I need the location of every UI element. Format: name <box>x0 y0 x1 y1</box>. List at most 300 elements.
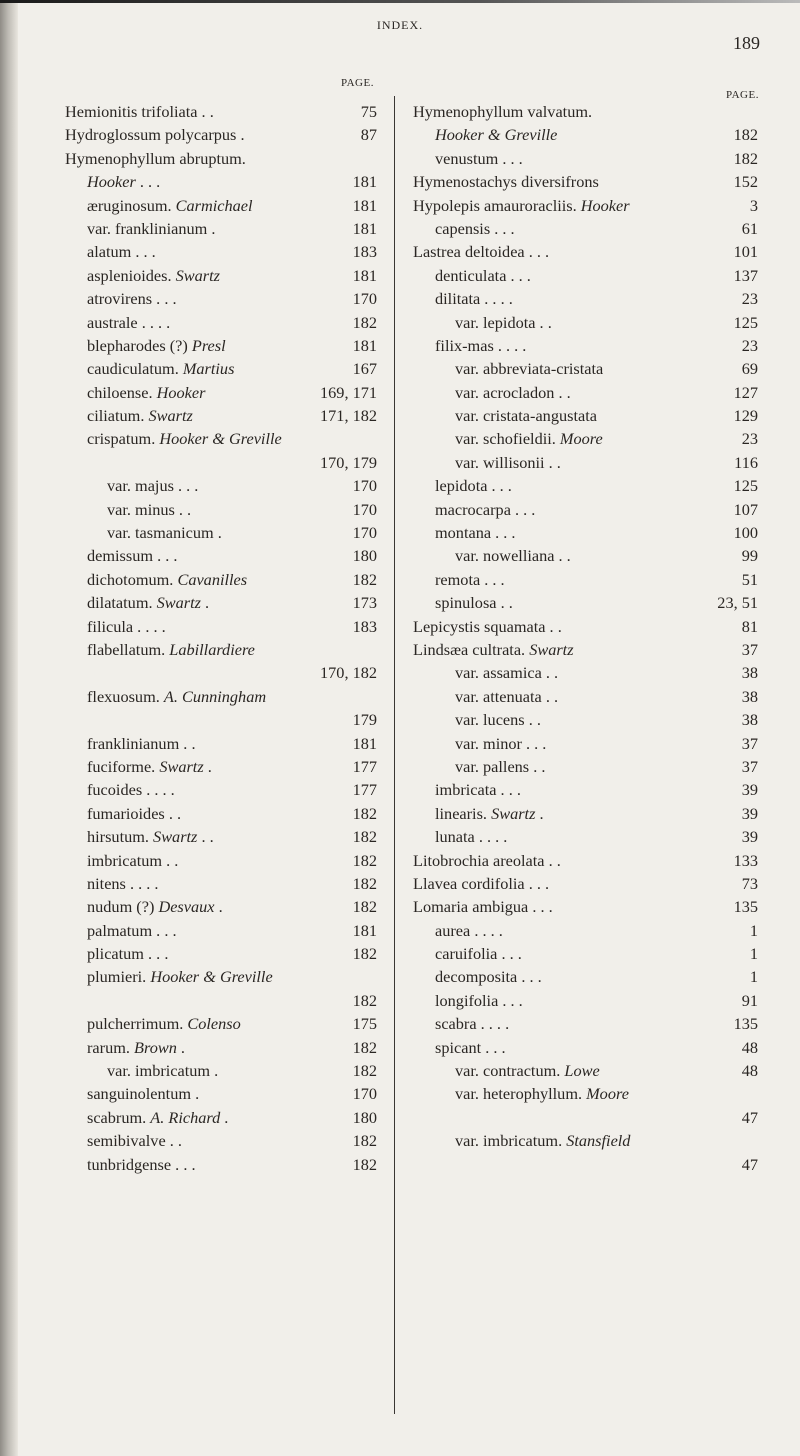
entry-leader-dots: . . . <box>490 218 515 238</box>
index-entry <box>65 170 377 193</box>
entry-text <box>435 498 535 521</box>
entry-text <box>455 685 558 708</box>
entry-name: var. lepidota <box>455 312 536 332</box>
entry-page-number: 181 <box>352 218 377 238</box>
entry-leader-dots: . <box>207 218 216 238</box>
entry-name: dilatatum. <box>87 593 157 613</box>
entry-leader-dots: . . . <box>510 499 536 519</box>
entry-name: caruifolia <box>435 944 498 964</box>
index-entry <box>413 474 758 497</box>
entry-leader-dots: . . <box>524 710 541 730</box>
entry-text <box>87 685 266 708</box>
index-entry <box>65 849 377 872</box>
entry-page-number: 73 <box>741 873 758 893</box>
entry-text <box>435 521 515 544</box>
page-top-border <box>0 0 800 3</box>
entry-name: Hymenophyllum valvatum. <box>413 102 593 121</box>
entry-page-number: 116 <box>734 452 758 472</box>
index-entry <box>413 1106 758 1129</box>
entry-name: Hypolepis amauroracliis. <box>413 195 581 215</box>
entry-leader-dots: . . <box>544 850 561 870</box>
entry-name: chiloense. <box>87 382 157 402</box>
entry-text <box>87 638 255 661</box>
entry-author: Brown <box>134 1037 177 1057</box>
entry-text <box>87 755 212 778</box>
index-entry <box>413 1012 758 1035</box>
entry-page-number: 181 <box>352 335 377 355</box>
index-entry <box>413 989 758 1012</box>
index-entry <box>65 825 377 848</box>
entry-name: scabrum. <box>87 1107 151 1127</box>
entry-text <box>87 732 196 755</box>
index-entry <box>413 170 758 193</box>
index-entry <box>65 287 377 310</box>
index-entry <box>65 498 377 521</box>
entry-page-number: 129 <box>733 406 758 426</box>
entry-page-number: 3 <box>749 195 758 215</box>
entry-name: ciliatum. <box>87 406 149 426</box>
entry-text <box>455 708 541 731</box>
entry-name: flexuosum. <box>87 686 164 706</box>
entry-page-number: 182 <box>352 1037 377 1057</box>
entry-page-number: 101 <box>733 242 758 262</box>
page-edge-shadow <box>0 0 18 1456</box>
index-entry <box>65 615 377 638</box>
entry-name: Hymenostachys diversifrons <box>413 172 599 192</box>
entry-text <box>87 1012 241 1035</box>
entry-name: var. minor <box>455 733 522 753</box>
index-entry <box>65 895 377 918</box>
index-entry <box>65 474 377 497</box>
index-entry <box>413 965 758 988</box>
entry-name: var. contractum. <box>455 1061 565 1081</box>
entry-leader-dots: . . . <box>487 476 512 496</box>
entry-author: Hooker & Greville <box>159 429 282 449</box>
entry-page-number: 48 <box>741 1037 758 1057</box>
index-entry <box>65 708 377 731</box>
entry-text <box>413 194 630 217</box>
entry-author: Swartz <box>175 265 220 285</box>
entry-name: dichotomum. <box>87 569 178 589</box>
index-entry <box>65 802 377 825</box>
index-entry <box>413 334 758 357</box>
left-column-page-heading: PAGE. <box>341 77 374 89</box>
running-head: INDEX. <box>376 18 424 32</box>
entry-author: Colenso <box>187 1014 241 1034</box>
entry-name: var. lucens <box>455 710 525 730</box>
entry-leader-dots: . . <box>544 452 561 472</box>
entry-page-number: 170 <box>352 523 377 543</box>
entry-page-number: 100 <box>733 523 758 543</box>
entry-text <box>413 240 549 263</box>
entry-text <box>87 381 205 404</box>
index-entry <box>65 544 377 567</box>
entry-text <box>435 919 503 942</box>
entry-leader-dots: . . . <box>143 944 169 964</box>
entry-text <box>107 498 191 521</box>
entry-page-number: 23 <box>741 429 758 449</box>
index-entry <box>413 521 758 544</box>
page-number: 189 <box>733 33 760 53</box>
index-entry <box>65 404 377 427</box>
entry-name: filix-mas <box>435 335 494 355</box>
entry-leader-dots: . . . <box>498 990 523 1010</box>
entry-name: denticulata <box>435 265 507 285</box>
entry-text <box>107 474 198 497</box>
index-entry <box>413 872 758 895</box>
index-entry <box>413 661 758 684</box>
entry-page-number: 182 <box>352 990 377 1010</box>
index-entry <box>413 100 758 123</box>
index-entry <box>413 732 758 755</box>
entry-name: Litobrochia areolata <box>413 850 545 870</box>
entry-author: Cavanilles <box>177 569 248 589</box>
index-entry <box>413 264 758 287</box>
entry-name: palmatum <box>87 920 153 940</box>
entry-leader-dots: . . <box>496 593 513 613</box>
entry-page-number: 177 <box>352 756 377 776</box>
entry-name: var. attenuata <box>455 686 542 706</box>
entry-text <box>435 474 512 497</box>
entry-text <box>87 427 282 450</box>
entry-author: Hooker <box>580 195 630 215</box>
entry-text <box>87 404 193 427</box>
entry-text <box>87 287 177 310</box>
entry-page-number: 182 <box>352 1061 377 1081</box>
entry-leader-dots: . . . <box>521 733 547 753</box>
entry-name: plumieri. <box>87 967 151 987</box>
entry-name: sanguinolentum <box>87 1084 192 1104</box>
entry-page-number: 167 <box>352 359 377 379</box>
entry-name: Lindsæa cultrata. <box>413 639 530 659</box>
index-entry <box>413 357 758 380</box>
entry-name: var. schofieldii. <box>455 429 560 449</box>
index-entry <box>65 1036 377 1059</box>
entry-page-number: 38 <box>741 686 758 706</box>
entry-name: var. acrocladon <box>455 382 555 402</box>
index-entry <box>65 357 377 380</box>
entry-leader-dots: . . . <box>480 569 505 589</box>
index-entry <box>65 685 377 708</box>
entry-text <box>413 638 574 661</box>
entry-page-number: 125 <box>733 476 758 496</box>
entry-page-number: 69 <box>741 359 758 379</box>
index-entry <box>65 965 377 988</box>
entry-leader-dots: . . . <box>152 920 177 940</box>
entry-leader-dots: . . . <box>491 523 516 543</box>
entry-name: decomposita <box>435 967 518 987</box>
index-entry <box>65 1129 377 1152</box>
entry-text <box>455 357 603 380</box>
entry-page-number: 91 <box>741 990 758 1010</box>
index-entry <box>65 194 377 217</box>
entry-leader-dots: . . . . <box>133 616 166 636</box>
entry-text <box>87 264 220 287</box>
entry-name: atrovirens <box>87 289 153 309</box>
entry-text <box>87 217 215 240</box>
index-entry <box>413 778 758 801</box>
entry-page-number: 170, 182 <box>320 663 377 683</box>
entry-page-number: 23 <box>741 335 758 355</box>
entry-name: franklinianum <box>87 733 180 753</box>
entry-leader-dots: . . . . <box>474 827 508 847</box>
entry-leader-dots: . . <box>162 850 179 870</box>
entry-author: Stansfield <box>566 1131 631 1151</box>
entry-text <box>455 451 561 474</box>
entry-page-number: 170 <box>352 289 377 309</box>
entry-name: fuciforme. <box>87 756 160 776</box>
entry-leader-dots: . . <box>535 312 552 332</box>
entry-name: aurea <box>435 920 471 940</box>
entry-leader-dots: . . . . <box>142 780 175 800</box>
entry-page-number: 99 <box>741 546 758 566</box>
index-entry <box>413 615 758 638</box>
index-entry <box>65 381 377 404</box>
right-column-page-heading: PAGE. <box>726 89 759 101</box>
entry-leader-dots: . . . <box>496 780 521 800</box>
entry-text <box>87 778 175 801</box>
index-entry <box>65 661 377 684</box>
index-entry <box>413 638 758 661</box>
index-entry <box>413 123 758 146</box>
entry-leader-dots: . <box>220 1107 229 1127</box>
index-entry <box>413 287 758 310</box>
entry-name: lunata <box>435 827 475 847</box>
entry-page-number: 75 <box>360 102 377 121</box>
entry-leader-dots: . <box>214 897 223 917</box>
index-entry <box>413 895 758 918</box>
entry-name: Llavea cordifolia <box>413 873 525 893</box>
entry-text <box>455 427 603 450</box>
entry-text <box>455 732 546 755</box>
entry-leader-dots: . <box>203 756 212 776</box>
index-entry <box>413 498 758 521</box>
entry-name: var. abbreviata-cristata <box>455 359 604 379</box>
entry-text <box>455 311 552 334</box>
index-entry <box>413 451 758 474</box>
entry-text <box>435 147 523 170</box>
entry-text <box>435 778 521 801</box>
index-entry <box>65 1059 377 1082</box>
entry-leader-dots: . . <box>541 663 559 683</box>
entry-name: hirsutum. <box>87 827 154 847</box>
entry-page-number: 1 <box>749 920 758 940</box>
index-entry <box>413 311 758 334</box>
entry-name: Hymenophyllum abruptum. <box>65 148 246 168</box>
entry-page-number: 171, 182 <box>320 406 377 426</box>
entry-leader-dots: . <box>535 803 544 823</box>
entry-text <box>455 1082 629 1105</box>
entry-author: Hooker <box>87 172 136 192</box>
entry-page-number: 23 <box>741 289 758 309</box>
index-entry <box>413 568 758 591</box>
entry-page-number: 182 <box>352 827 377 847</box>
entry-author: A. Richard <box>150 1107 221 1127</box>
entry-text <box>435 217 515 240</box>
entry-leader-dots: . . . <box>506 265 531 285</box>
index-entry <box>413 1059 758 1082</box>
entry-leader-dots: . <box>191 1084 200 1104</box>
entry-text <box>413 100 592 123</box>
entry-name: demissum <box>87 546 154 566</box>
entry-name: Lepicystis squamata <box>413 616 546 636</box>
entry-page-number: 179 <box>352 710 377 730</box>
entry-name: imbricata <box>435 780 497 800</box>
entry-text <box>87 1106 228 1129</box>
entry-page-number: 182 <box>352 873 377 893</box>
entry-leader-dots: . <box>213 523 222 543</box>
index-entry <box>65 311 377 334</box>
left-index-column <box>65 100 377 1176</box>
entry-page-number: 182 <box>352 850 377 870</box>
index-entry <box>65 732 377 755</box>
entry-text <box>87 942 168 965</box>
entry-text <box>435 965 542 988</box>
entry-page-number: 183 <box>352 242 377 262</box>
entry-leader-dots: . . . <box>517 967 542 987</box>
entry-text <box>87 591 209 614</box>
index-entry <box>65 147 377 170</box>
entry-page-number: 181 <box>352 920 377 940</box>
entry-leader-dots: . . <box>529 756 546 776</box>
entry-page-number: 173 <box>352 593 377 613</box>
entry-text <box>413 170 599 193</box>
entry-leader-dots: . . <box>165 1131 182 1151</box>
entry-leader-dots: . . . <box>171 1154 196 1174</box>
entry-name: var. imbricatum <box>107 1061 211 1081</box>
entry-page-number: 182 <box>352 944 377 964</box>
entry-name: alatum <box>87 242 132 262</box>
entry-leader-dots: . . . . <box>480 289 513 309</box>
entry-page-number: 39 <box>741 827 758 847</box>
entry-text <box>435 568 505 591</box>
entry-name: flabellatum. <box>87 639 170 659</box>
entry-page-number: 125 <box>733 312 758 332</box>
index-entry <box>413 1153 758 1176</box>
entry-text <box>87 357 234 380</box>
index-entry <box>65 1012 377 1035</box>
entry-text <box>87 240 156 263</box>
index-entry <box>65 919 377 942</box>
index-entry <box>65 123 377 146</box>
entry-text <box>87 825 214 848</box>
index-entry <box>413 147 758 170</box>
index-entry <box>65 591 377 614</box>
entry-text <box>87 194 253 217</box>
entry-leader-dots: . . . <box>497 944 522 964</box>
entry-name: caudiculatum. <box>87 359 183 379</box>
entry-page-number: 39 <box>741 803 758 823</box>
entry-name: fucoides <box>87 780 143 800</box>
entry-text <box>87 895 223 918</box>
entry-name: australe <box>87 312 138 332</box>
entry-author: Desvaux <box>158 897 215 917</box>
entry-text <box>87 544 177 567</box>
entry-text <box>435 591 513 614</box>
entry-author: Swartz <box>148 406 193 426</box>
entry-text <box>413 849 561 872</box>
index-entry <box>413 1129 758 1152</box>
entry-name: var. cristata-angustata <box>455 406 597 426</box>
entry-author: Moore <box>559 429 603 449</box>
index-entry <box>413 1036 758 1059</box>
entry-page-number: 182 <box>352 312 377 332</box>
index-entry <box>413 919 758 942</box>
index-entry <box>413 685 758 708</box>
right-index-column <box>413 100 758 1176</box>
entry-text <box>87 1082 199 1105</box>
entry-name: spicant <box>435 1037 482 1057</box>
entry-author: Swartz <box>529 639 574 659</box>
entry-name: blepharodes (?) <box>87 335 192 355</box>
entry-text <box>455 381 571 404</box>
entry-name: var. imbricatum. <box>455 1131 567 1151</box>
entry-text <box>455 661 558 684</box>
index-entry <box>413 802 758 825</box>
entry-page-number: 37 <box>741 639 758 659</box>
entry-page-number: 23, 51 <box>717 593 758 613</box>
entry-text <box>455 1059 600 1082</box>
entry-name: Lomaria ambigua <box>413 897 529 917</box>
entry-page-number: 181 <box>352 733 377 753</box>
entry-page-number: 181 <box>352 195 377 215</box>
entry-leader-dots: . . . <box>524 242 550 262</box>
entry-leader-dots: . . . . <box>137 312 171 332</box>
entry-name: var. pallens <box>455 756 530 776</box>
entry-author: Martius <box>182 359 235 379</box>
entry-name: plicatum <box>87 944 144 964</box>
entry-name: var. assamica <box>455 663 542 683</box>
index-entry <box>65 942 377 965</box>
entry-author: Swartz <box>156 593 201 613</box>
index-entry <box>65 217 377 240</box>
entry-page-number: 180 <box>352 1107 377 1127</box>
entry-leader-dots: . . . . <box>476 1014 510 1034</box>
index-entry <box>413 708 758 731</box>
entry-page-number: 182 <box>352 1131 377 1151</box>
entry-page-number: 135 <box>733 897 758 917</box>
entry-leader-dots: . . <box>541 686 559 706</box>
entry-text <box>87 919 177 942</box>
entry-leader-dots: . . . <box>153 546 178 566</box>
entry-text <box>87 311 170 334</box>
index-entry <box>65 100 377 123</box>
entry-name: filicula <box>87 616 134 636</box>
entry-text <box>87 1129 182 1152</box>
index-entry <box>65 989 377 1012</box>
entry-name: æruginosum. <box>87 195 176 215</box>
entry-page-number: 183 <box>352 616 377 636</box>
entry-name: var. nowelliana <box>455 546 555 566</box>
entry-name: fumarioides <box>87 803 165 823</box>
entry-author: Carmichael <box>175 195 253 215</box>
entry-name: imbricatum <box>87 850 163 870</box>
entry-page-number: 48 <box>741 1061 758 1081</box>
entry-leader-dots: . . . . <box>125 873 159 893</box>
entry-page-number: 182 <box>352 1154 377 1174</box>
entry-name: dilitata <box>435 289 481 309</box>
index-entry <box>65 1106 377 1129</box>
entry-name: var. franklinianum <box>87 218 208 238</box>
entry-page-number: 51 <box>741 569 758 589</box>
entry-leader-dots: . . <box>554 546 571 566</box>
index-entry <box>413 544 758 567</box>
entry-leader-dots: . <box>176 1037 185 1057</box>
entry-page-number: 37 <box>741 733 758 753</box>
index-entry <box>413 240 758 263</box>
entry-name: semibivalve <box>87 1131 166 1151</box>
entry-page-number: 137 <box>733 265 758 285</box>
